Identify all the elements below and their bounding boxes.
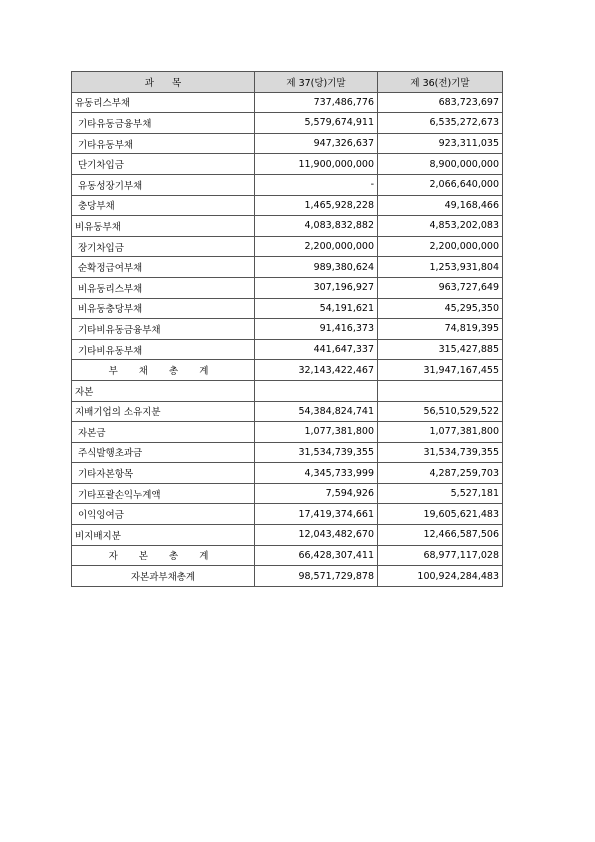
table-row [72,525,503,546]
row-prior-value: 963,727,649 [378,277,503,298]
row-label: 비유동리스부채 [72,277,255,298]
table-row [72,133,503,154]
table-row [72,92,503,113]
table-row [72,380,503,401]
header-account: 과 목 [72,72,255,93]
row-label: 비유동부채 [72,216,255,237]
row-prior-value: 8,900,000,000 [378,154,503,175]
row-label: 단기차입금 [72,154,255,175]
table-row [72,195,503,216]
row-current-value: 12,043,482,670 [255,525,378,546]
row-prior-value: 1,077,381,800 [378,422,503,443]
row-prior-value: 2,066,640,000 [378,174,503,195]
table-row [72,422,503,443]
row-prior-value: 2,200,000,000 [378,236,503,257]
row-label-cell [72,545,255,566]
row-current-value: 32,143,422,467 [255,360,378,381]
row-prior-value: 315,427,885 [378,339,503,360]
row-prior-value: 5,527,181 [378,483,503,504]
table-row [72,504,503,525]
row-prior-value: 31,947,167,455 [378,360,503,381]
row-current-value [255,380,378,401]
row-current-value: 1,077,381,800 [255,422,378,443]
row-label: 순확정급여부채 [72,257,255,278]
row-current-value: 98,571,729,878 [255,566,378,587]
row-prior-value: 49,168,466 [378,195,503,216]
row-prior-value: 1,253,931,804 [378,257,503,278]
row-current-value: 989,380,624 [255,257,378,278]
table-body [72,92,503,586]
row-current-value: 4,083,832,882 [255,216,378,237]
table-row [72,298,503,319]
row-label: 유동리스부채 [72,92,255,113]
table-row [72,545,503,566]
row-current-value: 66,428,307,411 [255,545,378,566]
row-prior-value: 45,295,350 [378,298,503,319]
table-row [72,216,503,237]
row-prior-value: 4,287,259,703 [378,463,503,484]
row-current-value: 307,196,927 [255,277,378,298]
row-current-value: 737,486,776 [255,92,378,113]
row-current-value: 1,465,928,228 [255,195,378,216]
row-label-cell [72,360,255,381]
row-label: 주식발행초과금 [72,442,255,463]
row-current-value: - [255,174,378,195]
row-prior-value: 12,466,587,506 [378,525,503,546]
row-prior-value: 19,605,621,483 [378,504,503,525]
row-prior-value: 923,311,035 [378,133,503,154]
row-label: 기타자본항목 [72,463,255,484]
row-label: 기타유동부채 [72,133,255,154]
row-current-value: 31,534,739,355 [255,442,378,463]
table-header-row [72,72,503,93]
row-current-value: 4,345,733,999 [255,463,378,484]
row-current-value: 11,900,000,000 [255,154,378,175]
row-label: 기타포괄손익누계액 [72,483,255,504]
row-label: 자본금 [72,422,255,443]
row-current-value: 91,416,373 [255,319,378,340]
table-row [72,277,503,298]
row-current-value: 7,594,926 [255,483,378,504]
row-prior-value: 56,510,529,522 [378,401,503,422]
row-current-value: 2,200,000,000 [255,236,378,257]
row-label: 장기차입금 [72,236,255,257]
row-label: 기타비유동금융부채 [72,319,255,340]
row-current-value: 17,419,374,661 [255,504,378,525]
row-current-value: 441,647,337 [255,339,378,360]
table-row [72,236,503,257]
row-current-value: 54,191,621 [255,298,378,319]
table-row [72,174,503,195]
row-prior-value: 31,534,739,355 [378,442,503,463]
financial-statement-table [71,71,503,587]
table-row [72,113,503,134]
table-row [72,360,503,381]
table-row [72,154,503,175]
row-prior-value: 100,924,284,483 [378,566,503,587]
row-prior-value [378,380,503,401]
table-row [72,339,503,360]
table-row [72,442,503,463]
table-row [72,463,503,484]
table-row [72,257,503,278]
row-label: 자본과부채총계 [72,566,255,587]
row-current-value: 947,326,637 [255,133,378,154]
row-label: 지배기업의 소유지분 [72,401,255,422]
table-row [72,566,503,587]
row-label: 충당부채 [72,195,255,216]
row-label: 기타유동금융부채 [72,113,255,134]
row-label: 이익잉여금 [72,504,255,525]
row-prior-value: 68,977,117,028 [378,545,503,566]
row-prior-value: 74,819,395 [378,319,503,340]
row-prior-value: 6,535,272,673 [378,113,503,134]
header-prior-period: 제 36(전)기말 [378,72,503,93]
row-prior-value: 683,723,697 [378,92,503,113]
row-label: 부 채 총 계 [108,366,218,378]
row-label: 자 본 총 계 [108,551,218,563]
row-label: 자본 [72,380,255,401]
row-prior-value: 4,853,202,083 [378,216,503,237]
row-current-value: 54,384,824,741 [255,401,378,422]
row-current-value: 5,579,674,911 [255,113,378,134]
row-label: 유동성장기부채 [72,174,255,195]
header-current-period: 제 37(당)기말 [255,72,378,93]
table-row [72,483,503,504]
table-row [72,319,503,340]
table-row [72,401,503,422]
row-label: 기타비유동부채 [72,339,255,360]
row-label: 비유동충당부채 [72,298,255,319]
row-label: 비지배지분 [72,525,255,546]
